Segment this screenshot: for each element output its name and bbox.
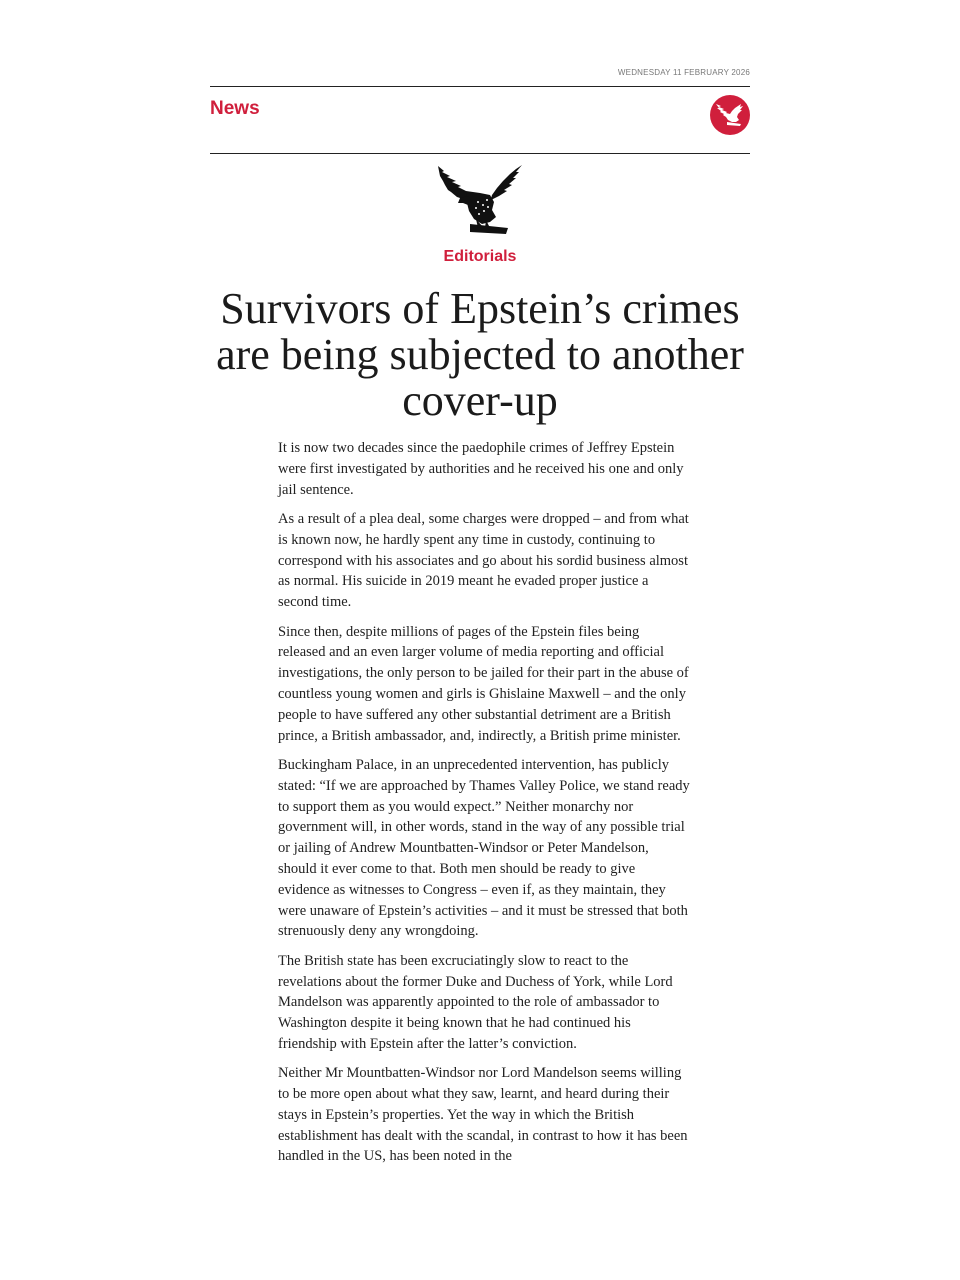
article-paragraph: Buckingham Palace, in an unprecedented intervention, has publicly stated: “If we are approached by Thames Valley Police, we stand ready to support them as you would expect.” Neither monarchy nor government will, in other words, stand in the way of any possible trial or jailing of Andrew Mountbatten-Windsor or Peter Mandelson, should it ever come to that. Both men should be ready to give evidence as witnesses to Congress – even if, as they maintain, they were unaware of Epstein’s activities – and it must be stressed that both strenuously deny any wrongdoing. [278, 756, 690, 940]
article-paragraph: As a result of a plea deal, some charges were dropped – and from what is known now, he hardly spent any time in custody, continuing to correspond with his associates and go about his sordid business almost as normal. His suicide in 2019 meant he evaded proper justice a second time. [278, 510, 689, 611]
issue-date: WEDNESDAY 11 FEBRUARY 2026 [617, 68, 750, 77]
eagle-icon [430, 162, 530, 242]
article-paragraph: It is now two decades since the paedophile crimes of Jeffrey Epstein were first investigated by authorities and he received his one and only jail sentence. [278, 440, 684, 498]
category-label[interactable]: Editorials [443, 248, 517, 265]
article-headline: Survivors of Epstein’s crimes are being subjected to another cover-up [216, 284, 744, 425]
article-paragraph: Neither Mr Mountbatten-Windsor nor Lord Mandelson seems willing to be more open about what they saw, learnt, and heard during their stays in Epstein’s properties. Yet the way in which the British establishment has dealt with the scandal, in contrast to how it has been handled in the US, has been noted in the [278, 1065, 688, 1165]
masthead-top-rule [210, 86, 750, 87]
article-paragraph: Since then, despite millions of pages of the Epstein files being released and an even larger volume of media reporting and official investigations, the only person to be jailed for their part in the abuse of countless young women and girls is Ghislaine Maxwell – and the only people to have suffered any other substantial detriment are a British prince, a British ambassador, and, indirectly, a British prime minister. [278, 623, 689, 744]
article-paragraph: The British state has been excruciatingly slow to react to the revelations about the former Duke and Duchess of York, while Lord Mandelson was apparently appointed to the role of ambassador to Washington despite it being known that he had continued his friendship with Epstein after the latter’s conviction. [278, 952, 673, 1052]
article-body [278, 438, 690, 1176]
section-label[interactable]: News [210, 98, 260, 119]
eagle-logo [430, 162, 530, 242]
eagle-icon [710, 95, 750, 135]
logo-badge[interactable] [710, 95, 750, 135]
masthead-bottom-rule [210, 153, 750, 154]
